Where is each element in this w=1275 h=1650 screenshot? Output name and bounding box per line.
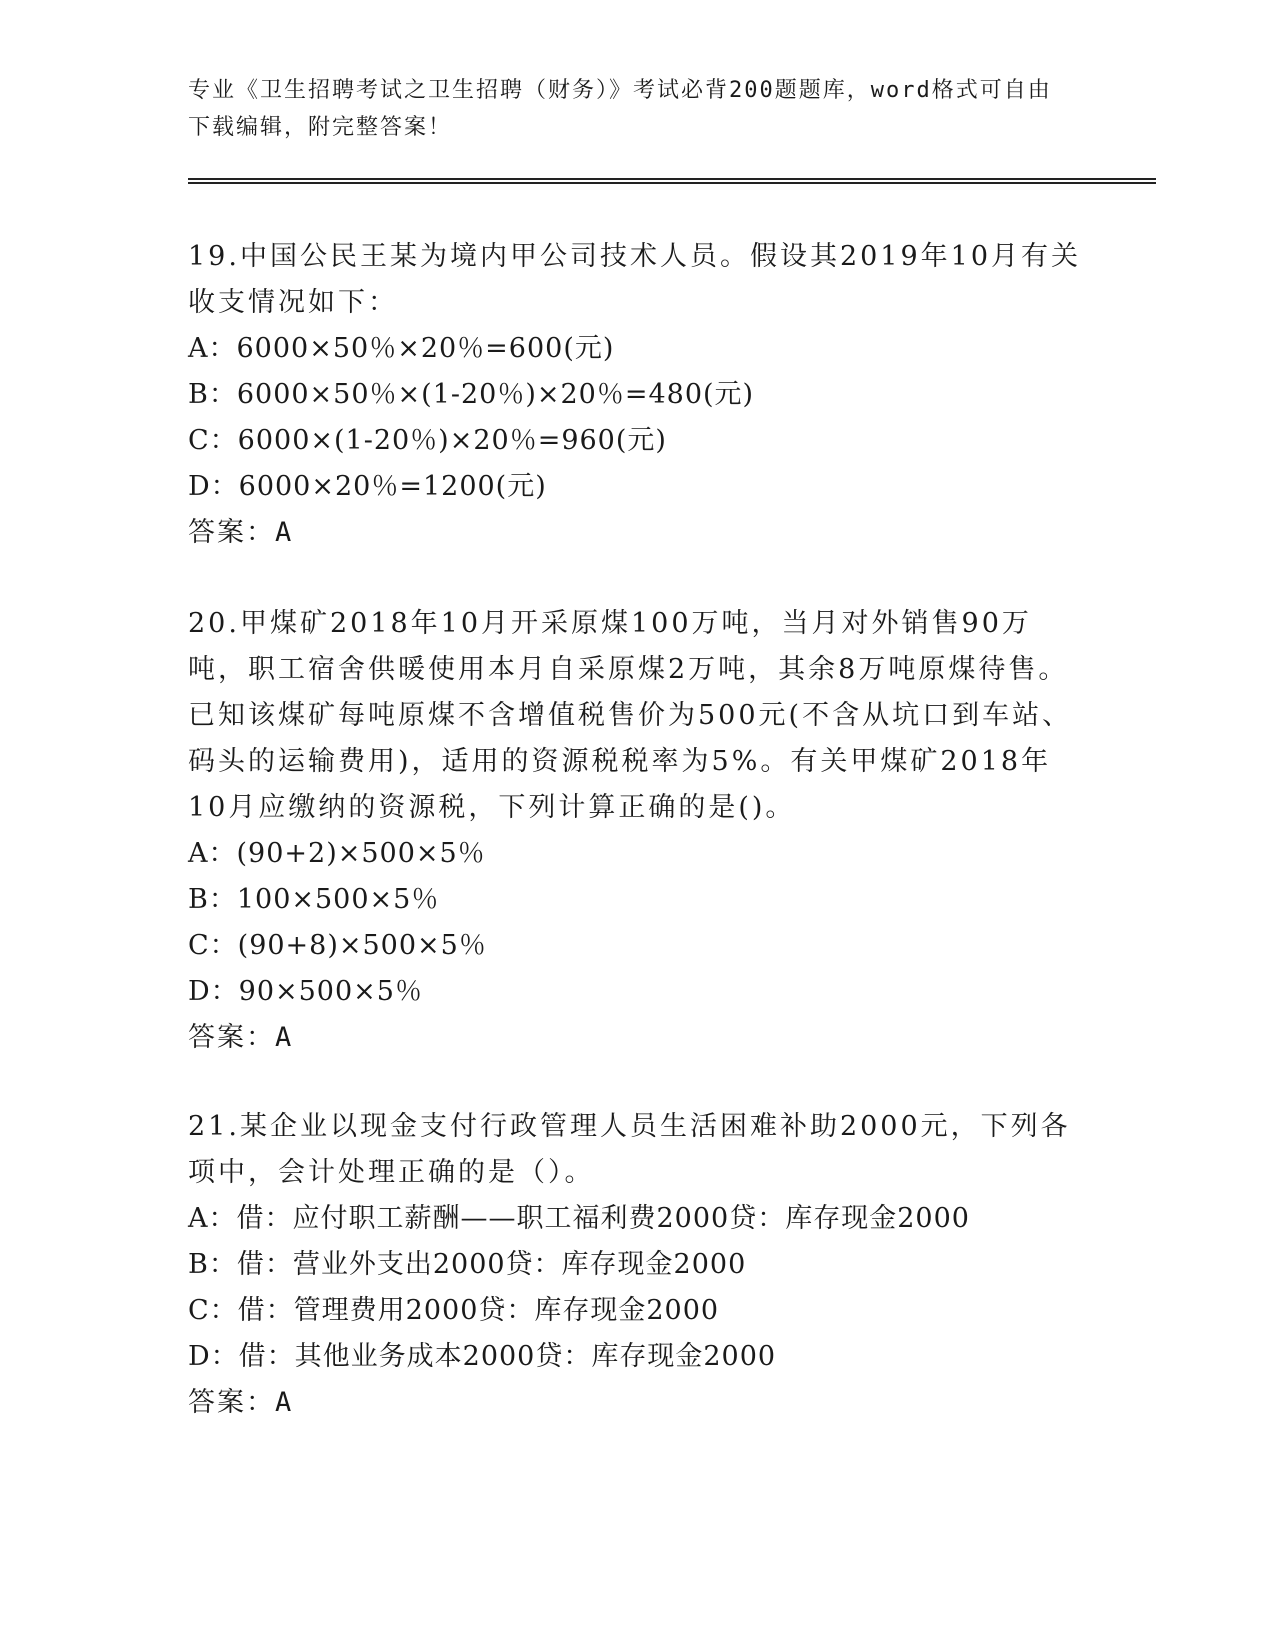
question-21 xyxy=(188,1104,1088,1426)
option-b: B：借：营业外支出2000贷：库存现金2000 xyxy=(188,1249,747,1280)
header-divider-bottom xyxy=(188,182,1156,184)
answer-line: 答案：A xyxy=(188,1387,294,1418)
option-c: C：6000×(1-20％)×20％=960(元) xyxy=(188,425,667,456)
option-a: A：借：应付职工薪酬——职工福利费2000贷：库存现金2000 xyxy=(188,1203,970,1234)
option-d: D：借：其他业务成本2000贷：库存现金2000 xyxy=(188,1341,777,1372)
option-d: D：6000×20％=1200(元) xyxy=(188,471,547,502)
question-stem: 21.某企业以现金支付行政管理人员生活困难补助2000元，下列各项中，会计处理正确的是（）。 xyxy=(188,1111,1071,1188)
option-b: B：6000×50％×(1-20％)×20％=480(元) xyxy=(188,379,755,410)
header-divider-top xyxy=(188,178,1156,180)
option-b: B：100×500×5％ xyxy=(188,884,440,915)
option-c: C：(90+8)×500×5％ xyxy=(188,930,487,961)
question-19 xyxy=(188,234,1088,556)
document-header: 专业《卫生招聘考试之卫生招聘（财务）》考试必背200题题库，word格式可自由下载编辑，附完整答案！ xyxy=(188,78,1052,140)
option-d: D：90×500×5％ xyxy=(188,976,423,1007)
option-c: C：借：管理费用2000贷：库存现金2000 xyxy=(188,1295,720,1326)
option-a: A：6000×50％×20％=600(元) xyxy=(188,333,615,364)
question-stem: 20.甲煤矿2018年10月开采原煤100万吨，当月对外销售90万吨，职工宿舍供暖使用本月自采原煤2万吨，其余8万吨原煤待售。已知该煤矿每吨原煤不含增值税售价为500元(不含从坑口到车站、码头的运输费用)，适用的资源税税率为5%。有关甲煤矿2018年10月应缴纳的资源税，下列计算正确的是()。 xyxy=(188,608,1073,823)
question-stem: 19.中国公民王某为境内甲公司技术人员。假设其2019年10月有关收支情况如下： xyxy=(188,241,1082,318)
question-20 xyxy=(188,601,1088,1061)
answer-line: 答案：A xyxy=(188,517,294,548)
option-a: A：(90+2)×500×5％ xyxy=(188,838,486,869)
answer-line: 答案：A xyxy=(188,1022,294,1053)
